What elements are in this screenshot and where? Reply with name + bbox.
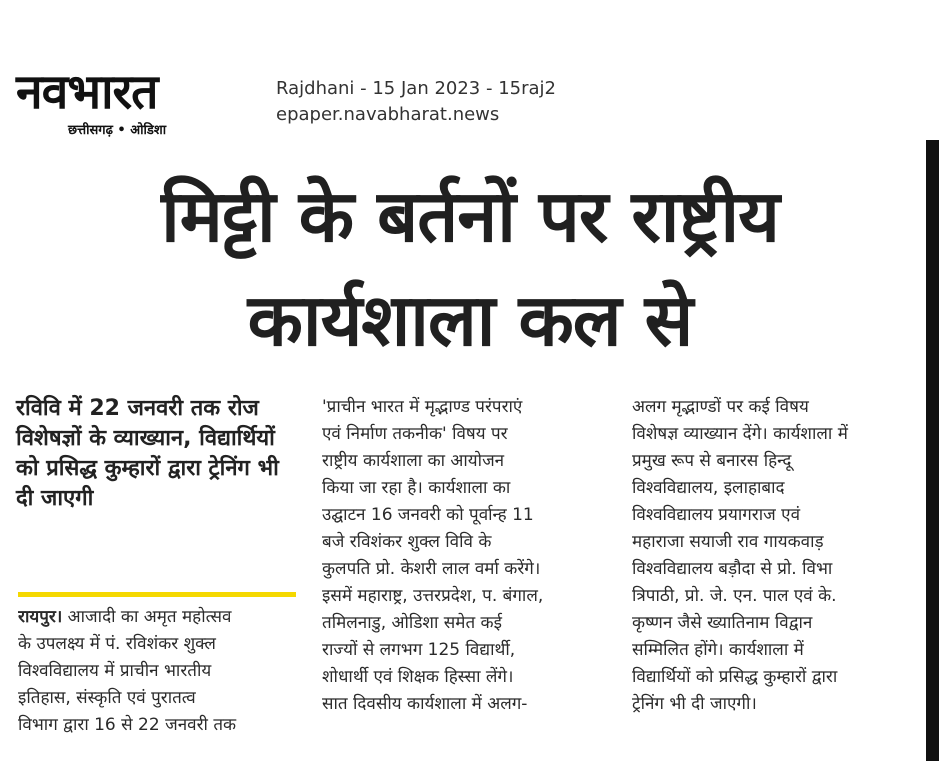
logo-region-tagline: छत्तीसगढ़ • ओडिशा	[68, 123, 167, 138]
body-line: विभाग द्वारा 16 से 22 जनवरी तक	[18, 715, 237, 735]
edition-line: Rajdhani - 15 Jan 2023 - 15raj2	[276, 78, 556, 99]
body-line: महाराजा सयाजी राव गायकवाड़	[632, 532, 824, 552]
body-line: प्रमुख रूप से बनारस हिन्दू	[632, 451, 792, 471]
article-headline	[20, 164, 920, 372]
headline-line-2: कार्यशाला कल से	[247, 278, 693, 362]
body-line	[18, 604, 300, 631]
body-line: अलग मृद्भाण्डों पर कई विषय	[632, 397, 809, 417]
body-line: इतिहास, संस्कृति एवं पुरातत्व	[18, 688, 196, 708]
body-line: विश्वविद्यालय में प्राचीन भारतीय	[18, 661, 212, 681]
article-deck: रविवि में 22 जनवरी तक रोज विशेषज्ञों के व्याख्यान, विद्यार्थियों को प्रसिद्ध कुम्हारों द्वारा ट्रेनिंग भी दी जाएगी	[16, 396, 279, 511]
edition-info	[276, 76, 556, 128]
body-line: किया जा रहा है। कार्यशाला का	[322, 478, 511, 498]
logo-wordmark: नवभारत	[16, 64, 158, 120]
site-url: epaper.navabharat.news	[276, 104, 500, 125]
body-line: ट्रेनिंग भी दी जाएगी।	[632, 694, 757, 714]
body-line: राष्ट्रीय कार्यशाला का आयोजन	[322, 451, 505, 471]
headline-line-1: मिट्टी के बर्तनों पर राष्ट्रीय	[161, 174, 779, 258]
body-line: तमिलनाडु, ओडिशा समेत कई	[322, 613, 502, 633]
body-line: सात दिवसीय कार्यशाला में अलग-	[322, 694, 528, 714]
body-line: शोधार्थी एवं शिक्षक हिस्सा लेंगे।	[322, 667, 514, 687]
body-column-3	[632, 394, 914, 718]
body-line: बजे रविशंकर शुक्ल विवि के	[322, 532, 492, 552]
dateline: रायपुर।	[18, 607, 63, 627]
body-line: इसमें महाराष्ट्र, उत्तरप्रदेश, प. बंगाल,	[322, 586, 544, 606]
deck-divider	[18, 592, 296, 597]
body-line: विद्यार्थियों को प्रसिद्ध कुम्हारों द्वारा	[632, 667, 838, 687]
body-line: उद्घाटन 16 जनवरी को पूर्वान्ह 11	[322, 505, 534, 525]
body-line: राज्यों से लगभग 125 विद्यार्थी,	[322, 640, 516, 660]
body-line: कुलपति प्रो. केशरी लाल वर्मा करेंगे।	[322, 559, 541, 579]
body-line: कृष्णन जैसे ख्यातिनाम विद्वान	[632, 613, 813, 633]
body-column-1	[18, 604, 300, 739]
body-line: एवं निर्माण तकनीक' विषय पर	[322, 424, 508, 444]
body-line: सम्मिलित होंगे। कार्यशाला में	[632, 640, 804, 660]
body-line: विश्वविद्यालय, इलाहाबाद	[632, 478, 785, 498]
body-line: विशेषज्ञ व्याख्यान देंगे। कार्यशाला में	[632, 424, 848, 444]
body-line-text: आजादी का अमृत महोत्सव	[62, 607, 232, 627]
body-line: विश्वविद्यालय प्रयागराज एवं	[632, 505, 801, 525]
body-line: के उपलक्ष्य में पं. रविशंकर शुक्ल	[18, 634, 216, 654]
body-line: त्रिपाठी, प्रो. जे. एन. पाल एवं के.	[632, 586, 837, 606]
body-line: विश्वविद्यालय बड़ौदा से प्रो. विभा	[632, 559, 833, 579]
body-column-2	[322, 394, 612, 718]
page-edge-bar	[926, 140, 939, 761]
body-line: 'प्राचीन भारत में मृद्भाण्ड परंपराएं	[322, 397, 523, 417]
newspaper-logo	[14, 62, 254, 140]
